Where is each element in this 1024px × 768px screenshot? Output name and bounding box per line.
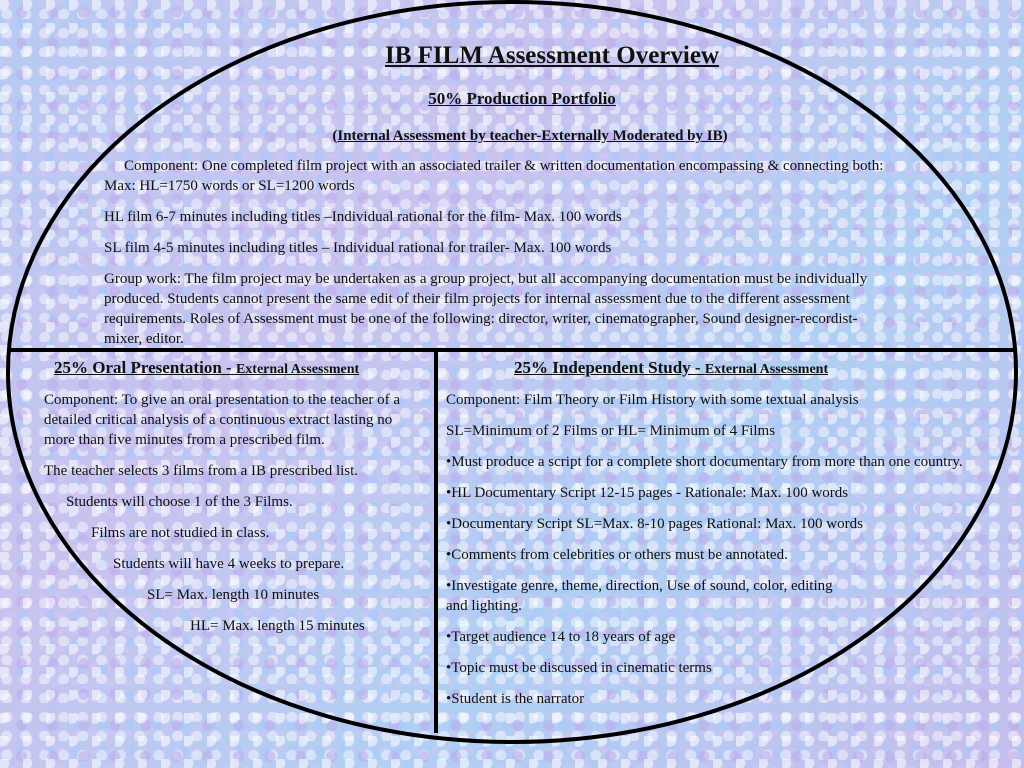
oral-line: Films are not studied in class. (91, 525, 270, 541)
independent-component-text: Component: Film Theory or Film History with some textual analysis (446, 392, 859, 408)
independent-bullet: •Documentary Script SL=Max. 8-10 pages Rational: Max. 100 words (446, 516, 863, 532)
independent-bullet: •Target audience 14 to 18 years of age (446, 629, 676, 645)
independent-bullet: •Investigate genre, theme, direction, Use of sound, color, editing and lighting. (446, 578, 833, 614)
oral-line: SL= Max. length 10 minutes (147, 587, 320, 603)
production-component-text: Component: One completed film project with an associated trailer & written documentation encompassing & connecting both: Max: HL=1750 words or SL=1200 words (104, 158, 884, 194)
oral-line: HL= Max. length 15 minutes (190, 618, 365, 634)
production-assessment-note: (Internal Assessment by teacher-Externally Moderated by IB) (332, 128, 728, 144)
independent-study-body (446, 390, 966, 709)
production-group-work-text: Group work: The film project may be undertaken as a group project, but all accompanying documentation must be individually produced. Students cannot present the same edit of their film projects for internal assessment due to the different assessment requirements. Roles of Assessment must be one of the following: director, writer, cinematographer, Sound designer-recordist- mixer, editor. (104, 271, 868, 346)
production-sl-film-text: SL film 4-5 minutes including titles – Individual rational for trailer- Max. 100 words (104, 240, 612, 256)
independent-minimum-text: SL=Minimum of 2 Films or HL= Minimum of 4 Films (446, 423, 776, 439)
independent-bullet: •Comments from celebrities or others must be annotated. (446, 547, 788, 563)
oral-component-text: Component: To give an oral presentation to the teacher of a detailed critical analysis of a continuous extract lasting no more than five minutes from a prescribed film. (44, 392, 401, 448)
oral-line: The teacher selects 3 films from a IB prescribed list. (44, 463, 359, 479)
independent-bullet: •Student is the narrator (446, 691, 585, 707)
oral-presentation-heading: 25% Oral Presentation - External Assessment (54, 358, 360, 377)
oral-line: Students will choose 1 of the 3 Films. (66, 494, 293, 510)
production-heading: 50% Production Portfolio (428, 89, 616, 108)
oral-line: Students will have 4 weeks to prepare. (113, 556, 345, 572)
independent-bullet: •HL Documentary Script 12-15 pages - Rationale: Max. 100 words (446, 485, 849, 501)
independent-bullet: •Topic must be discussed in cinematic terms (446, 660, 712, 676)
oral-presentation-body (44, 390, 414, 636)
independent-study-heading: 25% Independent Study - External Assessment (514, 358, 829, 377)
production-hl-film-text: HL film 6-7 minutes including titles –Individual rational for the film- Max. 100 words (104, 209, 622, 225)
independent-bullet: •Must produce a script for a complete short documentary from more than one country. (446, 454, 963, 470)
page-title: IB FILM Assessment Overview (385, 42, 719, 69)
